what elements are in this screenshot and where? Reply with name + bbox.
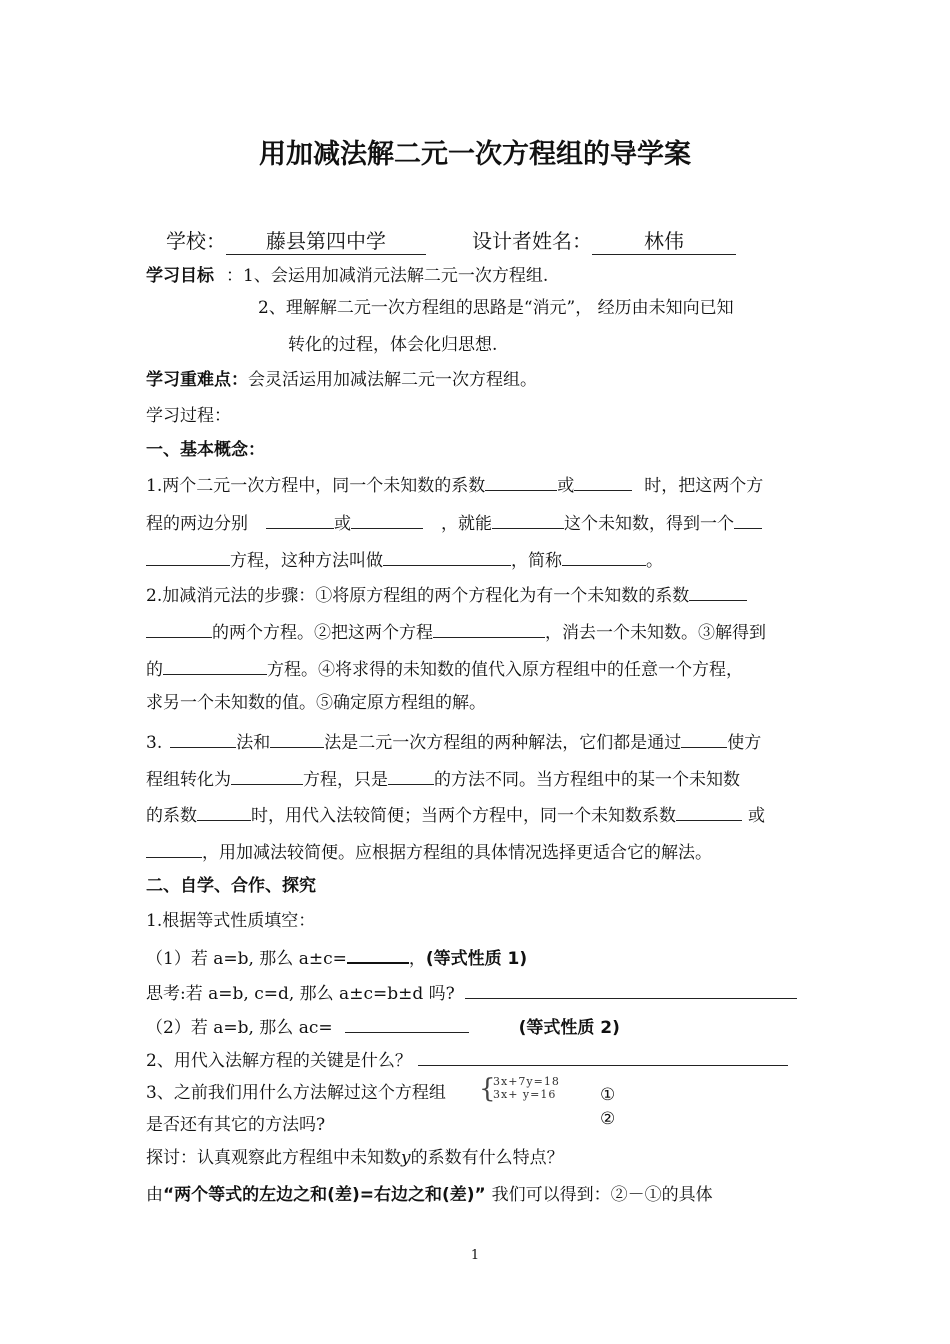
blank xyxy=(676,802,742,821)
goals-line2: 2、理解解二元一次方程组的思路是“消元”， 经历由未知向已知 xyxy=(258,298,734,318)
goals-label: 学习目标 xyxy=(146,266,214,286)
s1-q2-line2: 的两个方程。②把这两个方程 ，消去一个未知数。③解得到 xyxy=(146,619,766,644)
s2-think: 思考:若 a=b, c=d, 那么 a±c=b±d 吗? xyxy=(146,980,797,1005)
blank xyxy=(270,729,324,748)
blank xyxy=(383,547,511,566)
blank xyxy=(574,472,632,491)
blank xyxy=(388,766,434,785)
equation-bottom: 3x+ y=16 xyxy=(493,1088,557,1101)
blank xyxy=(492,510,564,529)
s1-q1-line2: 程的两边分别 或 ，就能 这个未知数，得到一个 xyxy=(146,510,762,535)
s1-q2-line3: 的 方程。④将求得的未知数的值代入原方程组中的任意一个方程， xyxy=(146,656,743,681)
equation-top: 3x+7y=18 xyxy=(493,1075,560,1088)
s1-q3-line2: 程组转化为 方程，只是 的方法不同。当方程组中的某一个未知数 xyxy=(146,766,740,791)
s2-q2: 2、用代入法解方程的关键是什么？ xyxy=(146,1047,788,1072)
blank xyxy=(146,547,230,566)
header-row xyxy=(166,228,736,255)
blank xyxy=(347,944,409,964)
blank xyxy=(266,510,334,529)
s1-q2-line1: 2.加减消元法的步骤：①将原方程组的两个方程化为有一个未知数的系数 xyxy=(146,582,747,607)
s1-q1-line1: 1.两个二元一次方程中，同一个未知数的系数 或 时，把这两个方 xyxy=(146,472,763,497)
answer-line xyxy=(418,1047,788,1066)
goals-line3: 转化的过程，体会化归思想. xyxy=(288,335,498,355)
brace-symbol: { xyxy=(479,1074,496,1104)
process-label: 学习过程： xyxy=(146,406,231,426)
blank xyxy=(345,1014,469,1033)
s2-q3-line1: 3、之前我们用什么方法解过这个方程组 xyxy=(146,1083,446,1103)
blank xyxy=(681,729,727,748)
blank xyxy=(146,839,202,858)
eq-mark-1: ① xyxy=(600,1085,616,1105)
blank xyxy=(689,582,747,601)
s2-q3-line2: 是否还有其它的方法吗? xyxy=(146,1115,326,1135)
blank xyxy=(562,547,646,566)
s2-q1: 1.根据等式性质填空： xyxy=(146,911,316,931)
answer-line xyxy=(465,980,797,999)
s1-q3-line4: ，用加减法较简便。应根据方程组的具体情况选择更适合它的解法。 xyxy=(146,839,712,864)
designer-label: 设计者姓名： xyxy=(472,229,592,253)
blank xyxy=(231,766,303,785)
page-number: 1 xyxy=(470,1248,480,1263)
blank xyxy=(197,802,251,821)
s2-explore: 探讨：认真观察此方程组中未知数y的系数有什么特点？ xyxy=(146,1148,564,1168)
page-title: 用加减法解二元一次方程组的导学案 xyxy=(259,139,691,170)
s2-p1: （1）若 a=b, 那么 a±c= ，(等式性质 1) xyxy=(146,944,527,970)
s1-q2-line4: 求另一个未知数的值。⑤确定原方程组的解。 xyxy=(146,693,486,713)
blank xyxy=(734,510,762,529)
school-value: 藤县第四中学 xyxy=(226,228,426,255)
blank xyxy=(146,619,212,638)
s2-last-line: 由“两个等式的左边之和(差)=右边之和(差)” 我们可以得到：②－①的具体 xyxy=(146,1185,713,1205)
key-points: 学习重难点：会灵活运用加减法解二元一次方程组。 xyxy=(146,370,537,390)
s2-p2: （2）若 a=b, 那么 ac= (等式性质 2) xyxy=(146,1014,620,1039)
blank xyxy=(351,510,423,529)
s1-q3-line1: 3. 法和 法是二元一次方程组的两种解法，它们都是通过 使方 xyxy=(146,729,761,754)
eq-mark-2: ② xyxy=(600,1109,616,1129)
s1-q1-line3: 方程，这种方法叫做 ，简称 。 xyxy=(146,547,663,572)
section2-heading: 二、自学、合作、探究 xyxy=(146,876,316,896)
blank xyxy=(485,472,557,491)
school-label: 学校： xyxy=(166,229,226,253)
designer-value: 林伟 xyxy=(592,228,736,255)
blank xyxy=(433,619,545,638)
goals-line1: 学习目标 ：1、会运用加减消元法解二元一次方程组. xyxy=(146,266,549,286)
section1-heading: 一、基本概念： xyxy=(146,440,265,460)
blank xyxy=(163,656,267,675)
equation-system xyxy=(479,1074,589,1114)
s1-q3-line3: 的系数 时，用代入法较简便；当两个方程中，同一个未知数系数 或 xyxy=(146,802,765,827)
blank xyxy=(170,729,236,748)
